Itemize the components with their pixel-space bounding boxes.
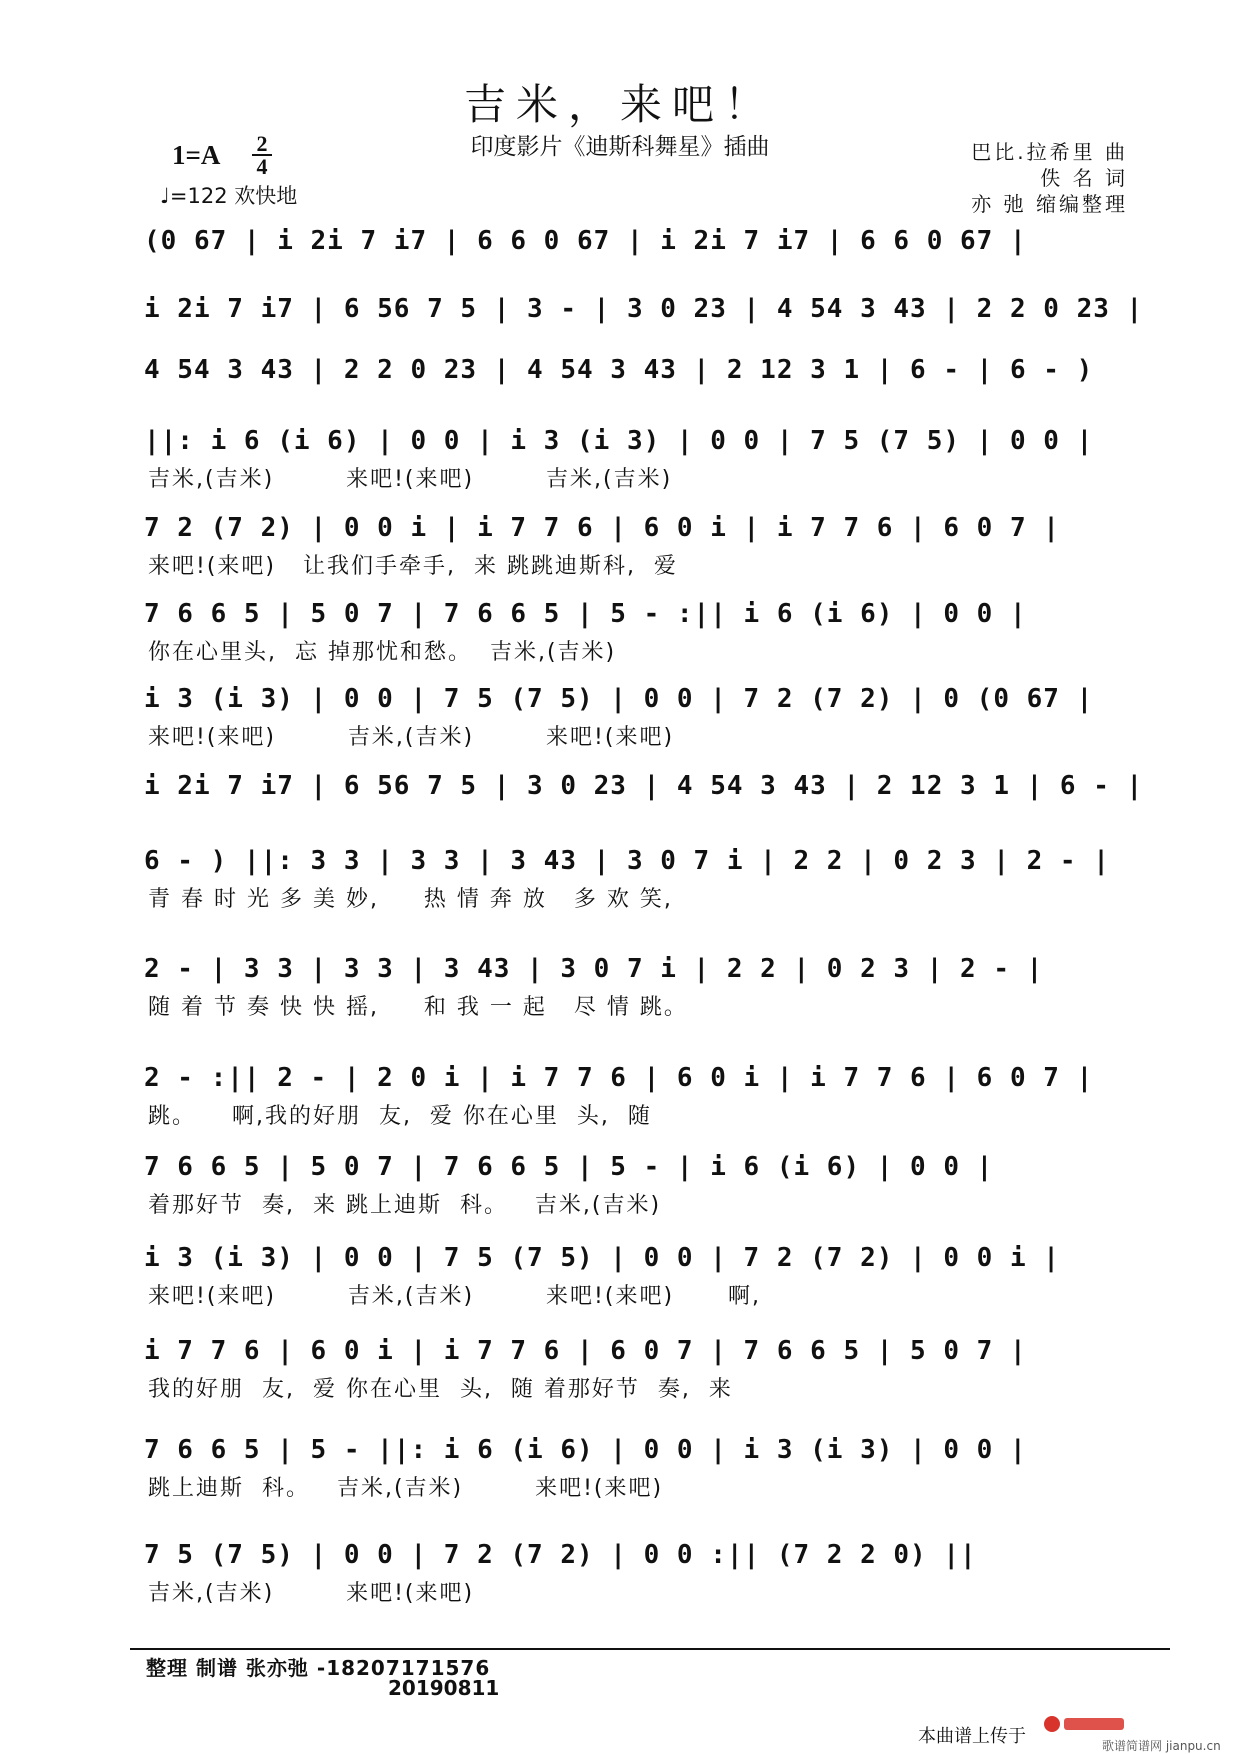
score-row-notes: i 3 (i 3) | 0 0 | 7 5 (7 5) | 0 0 | 7 2 (7 2) | 0 0 i | bbox=[144, 1243, 1060, 1273]
score-row-notes: i 2i 7 i7 | 6 56 7 5 | 3 - | 3 0 23 | 4 54 3 43 | 2 2 0 23 | bbox=[144, 294, 1144, 324]
upload-note: 本曲谱上传于 bbox=[918, 1726, 1026, 1747]
score-row-notes: i 7 7 6 | 6 0 i | i 7 7 6 | 6 0 7 | 7 6 6 5 | 5 0 7 | bbox=[144, 1336, 1027, 1366]
score-row-notes: 7 2 (7 2) | 0 0 i | i 7 7 6 | 6 0 i | i 7 7 6 | 6 0 7 | bbox=[144, 513, 1060, 543]
score-row-notes: 7 6 6 5 | 5 0 7 | 7 6 6 5 | 5 - :|| i 6 (i 6) | 0 0 | bbox=[144, 599, 1027, 629]
site-watermark: 歌谱简谱网 jianpu.cn bbox=[1102, 1739, 1221, 1753]
arranger-credit: 亦 弛 缩编整理 bbox=[971, 192, 1128, 216]
score-row-notes: 7 6 6 5 | 5 - ||: i 6 (i 6) | 0 0 | i 3 (i 3) | 0 0 | bbox=[144, 1435, 1027, 1465]
score-row-lyrics: 着那好节 奏, 来 跳上迪斯 科。 吉米,(吉米) bbox=[148, 1193, 662, 1218]
tempo-marking: ♩=122 欢快地 bbox=[160, 184, 298, 208]
score-row-lyrics bbox=[148, 391, 1148, 421]
score-row-lyrics: 青 春 时 光 多 美 妙, 热 情 奔 放 多 欢 笑, bbox=[148, 887, 673, 912]
score-row-lyrics: 随 着 节 奏 快 快 摇, 和 我 一 起 尽 情 跳。 bbox=[148, 995, 688, 1020]
lyricist-credit: 佚 名 词 bbox=[1040, 166, 1128, 190]
score-row-notes: 7 6 6 5 | 5 0 7 | 7 6 6 5 | 5 - | i 6 (i 6) | 0 0 | bbox=[144, 1152, 994, 1182]
composer-credit: 巴比.拉希里 曲 bbox=[971, 140, 1128, 164]
score-row-lyrics: 跳。 啊,我的好朋 友, 爱 你在心里 头, 随 bbox=[148, 1104, 652, 1129]
score-row-lyrics bbox=[148, 807, 1148, 837]
transcription-date: 20190811 bbox=[388, 1676, 500, 1700]
score-row-lyrics: 吉米,(吉米) 来吧!(来吧) bbox=[148, 1581, 475, 1606]
time-signature bbox=[252, 131, 272, 179]
score-row-lyrics: 来吧!(来吧) 吉米,(吉米) 来吧!(来吧) 啊, bbox=[148, 1284, 761, 1309]
score-row-notes: ||: i 6 (i 6) | 0 0 | i 3 (i 3) | 0 0 | 7 5 (7 5) | 0 0 | bbox=[144, 426, 1094, 456]
score-row-notes: 6 - ) ||: 3 3 | 3 3 | 3 43 | 3 0 7 i | 2 2 | 0 2 3 | 2 - | bbox=[144, 846, 1110, 876]
song-subtitle: 印度影片《迪斯科舞星》插曲 bbox=[470, 134, 770, 160]
transcriber-credit: 整理 制谱 张亦弛 -18207171576 bbox=[146, 1656, 491, 1680]
score-row-notes: (0 67 | i 2i 7 i7 | 6 6 0 67 | i 2i 7 i7 | 6 6 0 67 | bbox=[144, 226, 1027, 256]
score-row-notes: 7 5 (7 5) | 0 0 | 7 2 (7 2) | 0 0 :|| (7 2 2 0) || bbox=[144, 1540, 977, 1570]
meter-denominator: 4 bbox=[256, 154, 268, 179]
meter-numerator: 2 bbox=[256, 131, 268, 156]
score-row-lyrics: 你在心里头, 忘 掉那忧和愁。 吉米,(吉米) bbox=[148, 640, 617, 665]
footer-divider bbox=[130, 1648, 1170, 1650]
score-row-lyrics: 跳上迪斯 科。 吉米,(吉米) 来吧!(来吧) bbox=[148, 1476, 664, 1501]
score-row-lyrics bbox=[148, 262, 1148, 292]
score-row-notes: 2 - | 3 3 | 3 3 | 3 43 | 3 0 7 i | 2 2 | 0 2 3 | 2 - | bbox=[144, 954, 1044, 984]
score-row-lyrics: 来吧!(来吧) 让我们手牵手, 来 跳跳迪斯科, 爱 bbox=[148, 554, 678, 579]
site-logo-icon bbox=[1042, 1712, 1132, 1740]
key-signature: 1=A bbox=[172, 140, 221, 170]
score-row-lyrics: 我的好朋 友, 爱 你在心里 头, 随 着那好节 奏, 来 bbox=[148, 1377, 733, 1402]
score-row-notes: i 3 (i 3) | 0 0 | 7 5 (7 5) | 0 0 | 7 2 (7 2) | 0 (0 67 | bbox=[144, 684, 1094, 714]
score-row-notes: i 2i 7 i7 | 6 56 7 5 | 3 0 23 | 4 54 3 43 | 2 12 3 1 | 6 - | bbox=[144, 771, 1144, 801]
score-row-notes: 4 54 3 43 | 2 2 0 23 | 4 54 3 43 | 2 12 3 1 | 6 - | 6 - ) bbox=[144, 355, 1094, 385]
song-title: 吉米，来吧！ bbox=[463, 80, 776, 129]
score-row-notes: 2 - :|| 2 - | 2 0 i | i 7 7 6 | 6 0 i | i 7 7 6 | 6 0 7 | bbox=[144, 1063, 1094, 1093]
score-row-lyrics: 来吧!(来吧) 吉米,(吉米) 来吧!(来吧) bbox=[148, 725, 675, 750]
score-row-lyrics: 吉米,(吉米) 来吧!(来吧) 吉米,(吉米) bbox=[148, 467, 673, 492]
